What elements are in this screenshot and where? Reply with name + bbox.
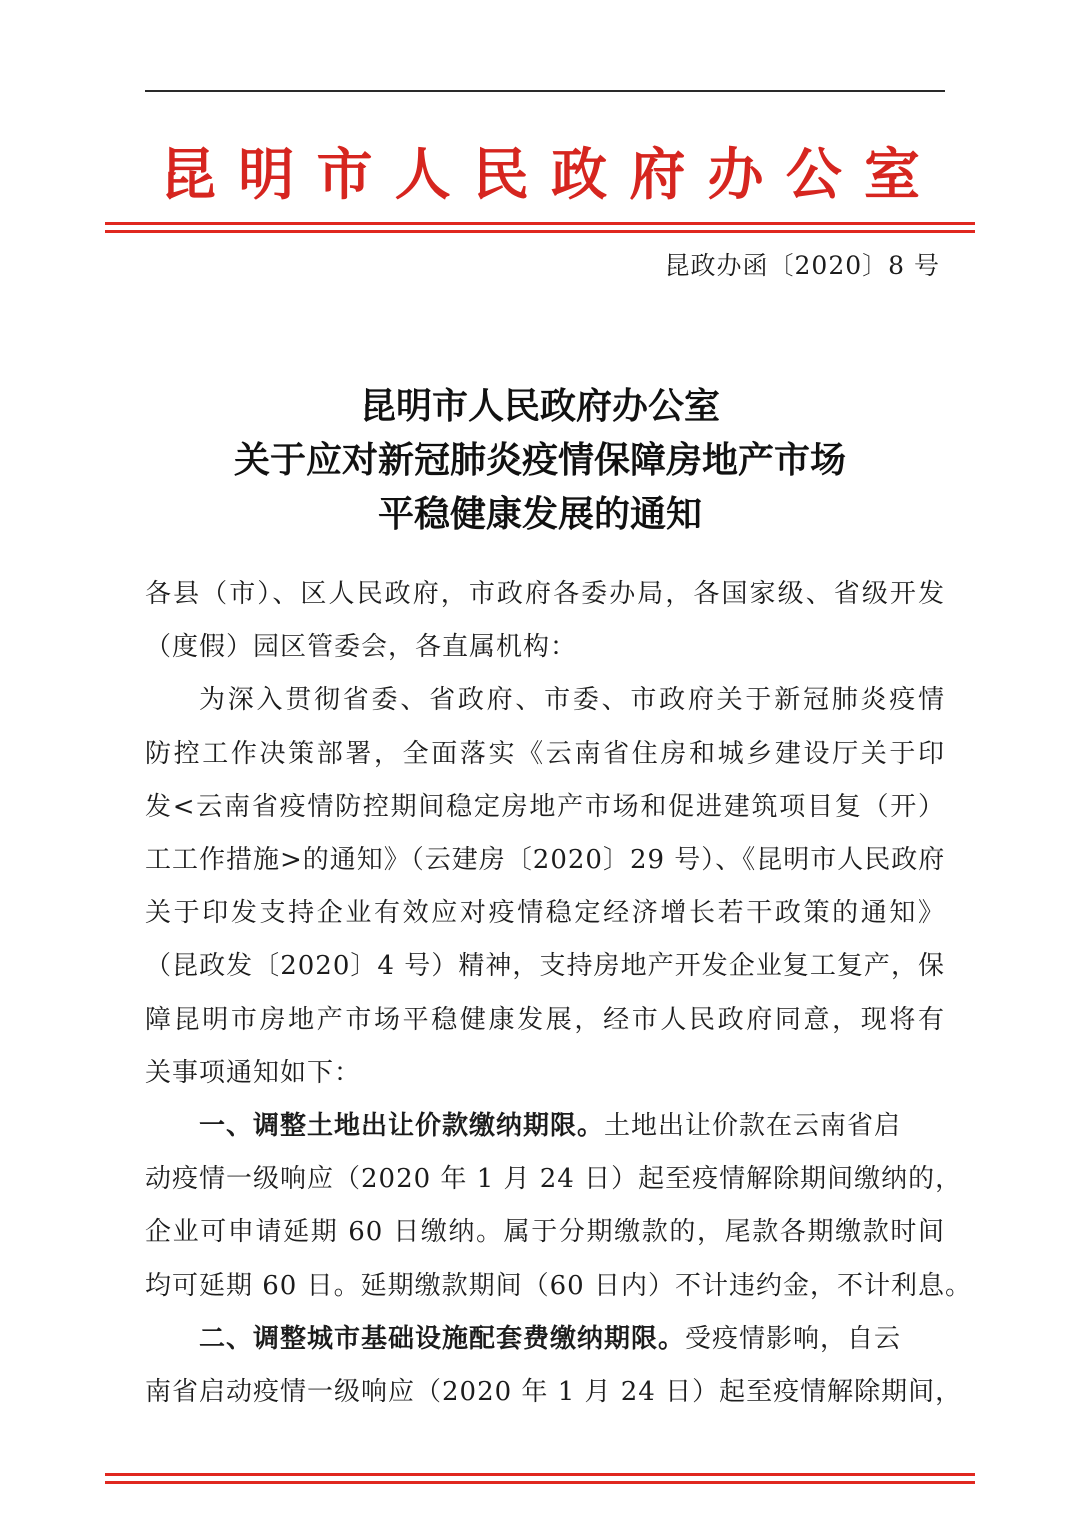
title-line-1: 昆明市人民政府办公室 xyxy=(359,386,720,427)
header-char: 政 xyxy=(551,142,608,208)
header-char: 公 xyxy=(785,142,842,208)
body-line-rest: 受疫情影响，自云 xyxy=(685,1323,902,1354)
body-line: 企业可申请延期 60 日缴纳。属于分期缴款的，尾款各期缴款时间 xyxy=(145,1217,945,1248)
red-rule-top-2 xyxy=(105,230,975,233)
issuing-authority-header xyxy=(105,140,975,210)
top-divider xyxy=(145,90,945,92)
header-char: 室 xyxy=(863,142,920,208)
body-line: 发<云南省疫情防控期间稳定房地产市场和促进建筑项目复（开） xyxy=(145,791,945,822)
header-char: 府 xyxy=(629,142,686,208)
red-rule-bottom-2 xyxy=(105,1481,975,1484)
body-line-rest: 土地出让价款在云南省启 xyxy=(604,1111,902,1142)
section-one-heading-line xyxy=(145,1100,945,1153)
body-text xyxy=(145,568,972,1419)
title-line-2: 关于应对新冠肺炎疫情保障房地产市场 xyxy=(233,440,846,481)
section-two-heading-line xyxy=(145,1313,945,1366)
document-number: 昆政办函〔2020〕8 号 xyxy=(664,251,940,280)
body-line: 关事项通知如下： xyxy=(145,1057,362,1088)
body-line: （昆政发〔2020〕4 号）精神，支持房地产开发企业复工复产，保 xyxy=(145,951,945,982)
body-line: 动疫情一级响应（2020 年 1 月 24 日）起至疫情解除期间缴纳的， xyxy=(145,1164,963,1195)
body-line: 工工作措施>的通知》（云建房〔2020〕29 号）、《昆明市人民政府 xyxy=(145,845,946,876)
document-title xyxy=(100,380,980,542)
header-char: 人 xyxy=(394,142,451,208)
section-heading: 二、调整城市基础设施配套费缴纳期限。 xyxy=(199,1323,686,1354)
body-line: 各县（市）、区人民政府，市政府各委办局，各国家级、省级开发 xyxy=(145,579,945,609)
header-char: 市 xyxy=(316,142,373,208)
header-char: 明 xyxy=(238,142,295,208)
header-char: 办 xyxy=(707,142,764,208)
body-line: 障昆明市房地产市场平稳健康发展，经市人民政府同意，现将有 xyxy=(145,1004,945,1035)
header-char: 昆 xyxy=(160,142,216,208)
body-line: 南省启动疫情一级响应（2020 年 1 月 24 日）起至疫情解除期间， xyxy=(145,1377,963,1408)
body-line: 关于印发支持企业有效应对疫情稳定经济增长若干政策的通知》 xyxy=(145,898,945,929)
body-line: 防控工作决策部署，全面落实《云南省住房和城乡建设厅关于印 xyxy=(145,738,945,769)
red-rule-bottom-1 xyxy=(105,1473,975,1476)
body-line: 均可延期 60 日。延期缴款期间（60 日内）不计违约金，不计利息。 xyxy=(145,1270,972,1301)
body-line: （度假）园区管委会，各直属机构： xyxy=(145,632,578,663)
section-heading: 一、调整土地出让价款缴纳期限。 xyxy=(199,1111,605,1142)
title-line-3: 平稳健康发展的通知 xyxy=(377,494,702,535)
body-line: 为深入贯彻省委、省政府、市委、市政府关于新冠肺炎疫情 xyxy=(199,685,945,716)
header-char: 民 xyxy=(472,142,529,208)
red-rule-top-1 xyxy=(105,222,975,225)
